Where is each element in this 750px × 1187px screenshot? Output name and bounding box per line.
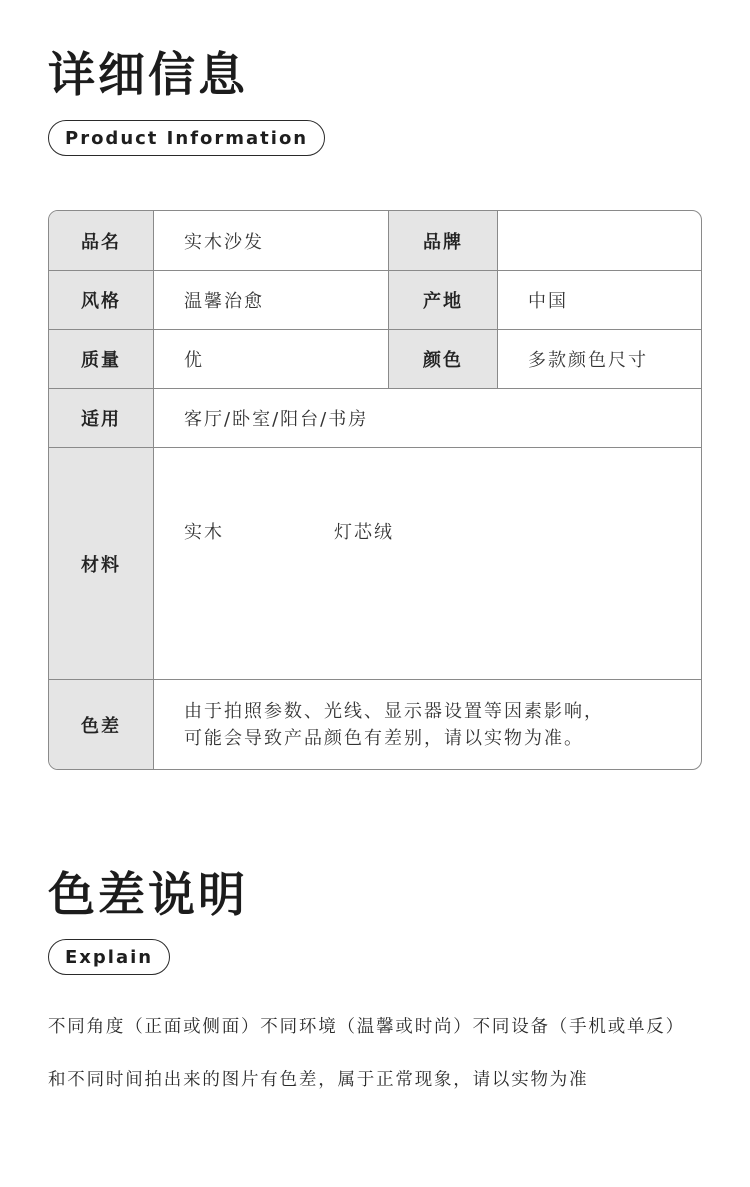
row-value-color: 多款颜色尺寸 bbox=[528, 350, 648, 371]
row-value-color-diff bbox=[154, 680, 701, 769]
row-label-name: 品名 bbox=[49, 211, 154, 270]
table-row bbox=[49, 680, 701, 769]
row-value-quality: 优 bbox=[154, 330, 389, 388]
table-row bbox=[49, 389, 701, 448]
table-row bbox=[49, 211, 701, 271]
row-value-brand bbox=[498, 211, 701, 270]
row-label-origin: 产地 bbox=[389, 271, 498, 329]
explain-line: 和不同时间拍出来的图片有色差，属于正常现象，请以实物为准 bbox=[48, 1070, 589, 1090]
row-value-style: 温馨治愈 bbox=[154, 271, 389, 329]
explain-line: 不同角度（正面或侧面）不同环境（温馨或时尚）不同设备（手机或单反） bbox=[48, 1017, 685, 1037]
material-item: 实木 bbox=[184, 522, 224, 543]
spec-table bbox=[48, 210, 702, 770]
row-label-color-diff: 色差 bbox=[49, 680, 154, 769]
product-information-pill: Product Information bbox=[48, 120, 325, 156]
row-label-usage: 适用 bbox=[49, 389, 154, 447]
row-label-style: 风格 bbox=[49, 271, 154, 329]
row-label-brand: 品牌 bbox=[389, 211, 498, 270]
row-label-material: 材料 bbox=[49, 448, 154, 679]
row-value-name: 实木沙发 bbox=[154, 211, 389, 270]
material-item: 灯芯绒 bbox=[334, 522, 394, 543]
color-diff-line: 可能会导致产品颜色有差别，请以实物为准。 bbox=[184, 727, 584, 749]
row-value-usage: 客厅/卧室/阳台/书房 bbox=[184, 409, 369, 430]
table-row bbox=[49, 448, 701, 680]
explain-pill: Explain bbox=[48, 939, 170, 975]
table-row bbox=[49, 271, 701, 330]
section-title-details: 详细信息 bbox=[48, 48, 248, 103]
row-value-material bbox=[154, 448, 701, 679]
color-diff-line: 由于拍照参数、光线、显示器设置等因素影响， bbox=[184, 700, 604, 722]
row-value-origin: 中国 bbox=[528, 291, 568, 312]
table-row bbox=[49, 330, 701, 389]
row-label-color: 颜色 bbox=[389, 330, 498, 388]
section-title-color-difference: 色差说明 bbox=[48, 868, 248, 923]
row-label-quality: 质量 bbox=[49, 330, 154, 388]
